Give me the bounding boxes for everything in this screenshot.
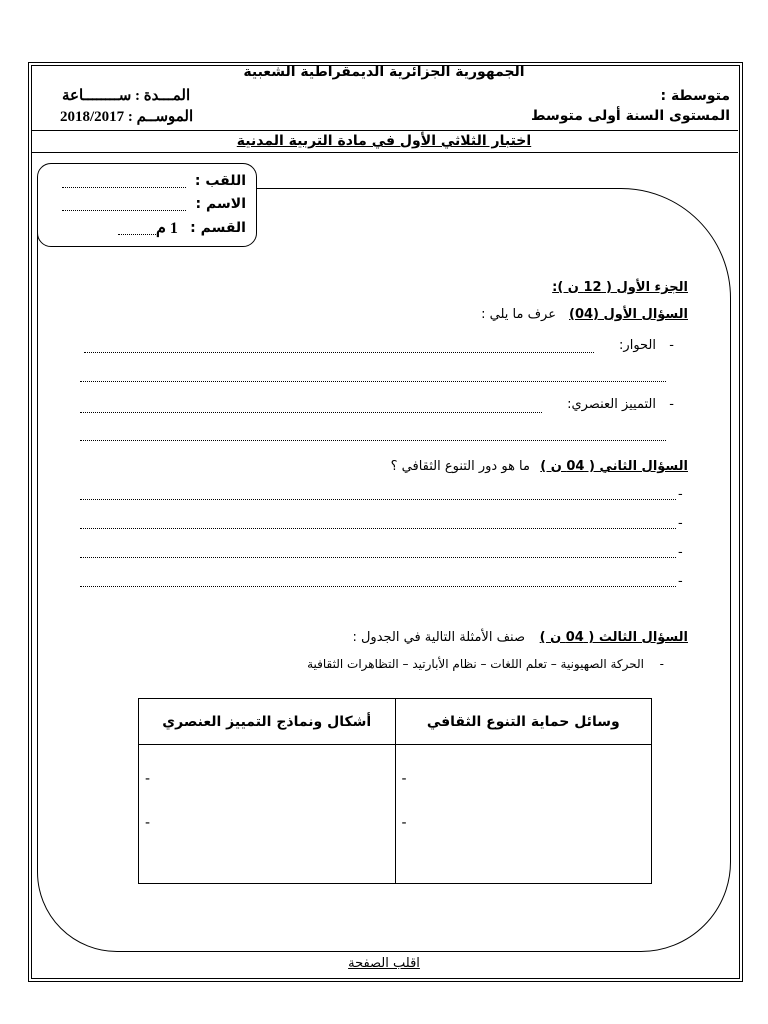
turn-page-note: اقلب الصفحة (348, 956, 420, 971)
republic-title: الجمهورية الجزائرية الديمقراطية الشعبية (243, 64, 525, 80)
cell-dash: - (145, 771, 151, 787)
school-label: متوسطة : (660, 88, 730, 104)
cell-dash: - (401, 771, 407, 787)
bullet-dash: - (669, 338, 674, 353)
term1-label: الحوار: (619, 338, 656, 353)
table-cell-discrimination[interactable] (139, 745, 396, 884)
bullet-dash: - (659, 657, 664, 671)
table-header-discrimination: أشكال ونماذج التمييز العنصري (139, 699, 396, 745)
term1-answer-line-2[interactable] (80, 381, 666, 382)
line-dash: - (678, 516, 683, 531)
term2-answer-line-1[interactable] (80, 412, 542, 413)
part1-title: الجزء الأول ( 12 ن ): (552, 280, 688, 295)
line-dash: - (678, 487, 683, 502)
name-label: الاسم : (195, 196, 246, 212)
term1-answer-line-1[interactable] (84, 352, 594, 353)
q2-answer-line-3[interactable] (80, 557, 676, 558)
classification-table (138, 698, 652, 884)
class-label: القسم : (190, 220, 246, 236)
duration-label: المـــدة : ســــــــاعة (62, 88, 191, 104)
surname-field[interactable] (62, 187, 186, 188)
line-dash: - (678, 574, 683, 589)
class-value: 1 م (156, 220, 178, 237)
table-cell-protection[interactable] (395, 745, 652, 884)
term2-answer-line-2[interactable] (80, 440, 666, 441)
q1-text: عرف ما يلي : (481, 307, 556, 322)
class-field[interactable] (118, 234, 156, 235)
cell-dash: - (145, 815, 151, 831)
level-label: المستوى السنة أولى متوسط (531, 108, 730, 124)
q2-label: السؤال الثاني ( 04 ن ) (540, 459, 688, 474)
name-field[interactable] (62, 210, 186, 211)
line-dash: - (678, 545, 683, 560)
season-label: الموســم : 2018/2017 (60, 109, 194, 125)
term2-label: التمييز العنصري: (567, 397, 656, 412)
q2-answer-line-2[interactable] (80, 528, 676, 529)
q2-answer-line-4[interactable] (80, 586, 676, 587)
q3-examples: الحركة الصهيونية – تعلم اللغات – نظام الأبارتيد – التظاهرات الثقافية (307, 657, 644, 671)
header-divider-bottom (31, 152, 738, 153)
header-divider-top (31, 130, 738, 131)
table-header-protection: وسائل حماية التنوع الثقافي (395, 699, 652, 745)
q2-text: ما هو دور التنوع الثقافي ؟ (390, 459, 530, 474)
q3-label: السؤال الثالث ( 04 ن ) (539, 630, 688, 645)
q1-label: السؤال الأول (04) (569, 307, 688, 322)
bullet-dash: - (669, 397, 674, 412)
q2-answer-line-1[interactable] (80, 499, 676, 500)
q3-text: صنف الأمثلة التالية في الجدول : (352, 630, 525, 645)
exam-title: اختبار الثلاثي الأول في مادة التربية المدنية (236, 133, 532, 149)
cell-dash: - (401, 815, 407, 831)
surname-label: اللقب : (194, 173, 246, 189)
